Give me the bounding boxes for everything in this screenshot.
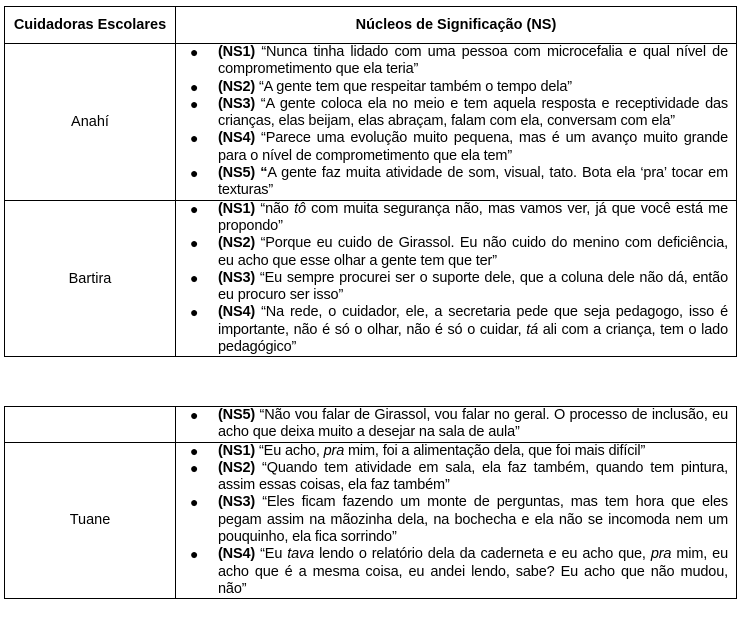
nucleus-code: (NS1) xyxy=(218,44,256,60)
nucleus-code: (NS4) xyxy=(218,304,256,321)
nuclei-cell xyxy=(176,407,737,443)
row-tuane xyxy=(5,442,737,599)
row-anahi xyxy=(5,44,737,201)
significance-nucleus-item xyxy=(176,407,728,442)
nucleus-quote: “Eles ficam fazendo um monte de perguntas, mas tem hora que eles pegam assim na mãozinha dela, na bochecha e ela não se incomoda nem um pouquinho, ela fica sorrindo” xyxy=(218,494,728,546)
significance-nucleus-item xyxy=(176,546,728,598)
significance-nucleus-item xyxy=(176,494,728,546)
bullet-icon: ● xyxy=(190,459,199,476)
header-nuclei: Núcleos de Significação (NS) xyxy=(176,7,737,44)
significance-nucleus-item xyxy=(176,79,728,96)
nuclei-cell xyxy=(176,200,737,357)
nuclei-list xyxy=(176,201,736,357)
nucleus-quote: “Na rede, o cuidador, ele, a secretaria pede que seja pedagogo, isso é importante, não é só o olhar, não é só o cuidar, tá ali com a criança, tem o lado pedagógico” xyxy=(218,304,728,356)
significance-nucleus-item xyxy=(176,235,728,270)
bullet-icon: ● xyxy=(190,407,199,423)
header-caregivers: Cuidadoras Escolares xyxy=(5,7,176,44)
significance-nucleus-item xyxy=(176,460,728,495)
nuclei-cell xyxy=(176,44,737,201)
bullet-icon: ● xyxy=(190,546,199,563)
nucleus-quote: “Eu tava lendo o relatório dela da caderneta e eu acho que, pra mim, eu acho que é a mesma coisa, eu andei lendo, sabe? Eu acho que não mudou, não” xyxy=(218,546,728,597)
bullet-icon: ● xyxy=(190,95,199,112)
nuclei-list xyxy=(176,44,736,200)
significance-nucleus-item xyxy=(176,201,728,236)
nuclei-list xyxy=(176,443,736,599)
nuclei-cell xyxy=(176,442,737,599)
nuclei-list xyxy=(176,407,736,442)
nucleus-quote: “Não vou falar de Girassol, vou falar no geral. O processo de inclusão, eu acho que deixa muito a desejar na sala de aula” xyxy=(218,407,728,441)
row-continuation xyxy=(5,407,737,443)
significance-nucleus-item xyxy=(176,443,728,460)
empty-cell xyxy=(5,407,176,443)
nucleus-code: (NS2) xyxy=(218,78,256,95)
header-row xyxy=(5,7,737,44)
nucleus-quote: “não tô com muita segurança não, mas vamos ver, já que você está me propondo” xyxy=(218,200,728,234)
nucleus-code: (NS4) xyxy=(218,130,256,147)
bullet-icon: ● xyxy=(190,130,199,147)
nucleus-quote: “Porque eu cuido de Girassol. Eu não cuido do menino com deficiência, eu acho que esse olhar a gente tem que ter” xyxy=(218,235,728,269)
nucleus-quote: “Parece uma evolução muito pequena, mas é um avanço muito grande para o nível de comprometimento que ela tem” xyxy=(218,130,728,164)
nucleus-quote: “Quando tem atividade em sala, ela faz também, quando tem pintura, assim essas coisas, ela faz também” xyxy=(218,459,728,494)
nucleus-code: (NS1) xyxy=(218,200,256,217)
nucleus-code: (NS3) xyxy=(218,269,256,286)
bullet-icon: ● xyxy=(190,494,199,511)
significance-nucleus-item xyxy=(176,130,728,165)
caregivers-table xyxy=(4,6,737,357)
caregiver-name: Anahí xyxy=(5,44,176,201)
nucleus-code: (NS4) xyxy=(218,546,256,563)
caregiver-name: Bartira xyxy=(5,200,176,357)
significance-nucleus-item xyxy=(176,165,728,200)
significance-nucleus-item xyxy=(176,44,728,79)
nucleus-code: (NS2) xyxy=(218,459,256,476)
nucleus-quote: “A gente tem que respeitar também o tempo dela” xyxy=(255,78,572,95)
caregivers-table-continued xyxy=(4,406,737,599)
caregiver-name: Tuane xyxy=(5,442,176,599)
nucleus-quote: “Eu acho, pra mim, foi a alimentação dela, que foi mais difícil” xyxy=(255,442,646,459)
nucleus-quote: “Nunca tinha lidado com uma pessoa com microcefalia e qual nível de comprometimento que ela teria” xyxy=(218,44,728,78)
bullet-icon: ● xyxy=(190,200,199,217)
nucleus-code: (NS5) “ xyxy=(218,165,268,182)
significance-nucleus-item xyxy=(176,96,728,131)
nucleus-code: (NS1) xyxy=(218,442,256,459)
bullet-icon: ● xyxy=(190,304,199,321)
nucleus-quote: “Eu sempre procurei ser o suporte dele, que a coluna dele não dá, então eu procuro ser isso” xyxy=(218,269,728,304)
bullet-icon: ● xyxy=(190,442,199,459)
bullet-icon: ● xyxy=(190,44,199,60)
row-bartira xyxy=(5,200,737,357)
nucleus-code: (NS2) xyxy=(218,235,256,252)
bullet-icon: ● xyxy=(190,78,199,95)
bullet-icon: ● xyxy=(190,165,199,182)
bullet-icon: ● xyxy=(190,235,199,252)
nucleus-quote: “A gente coloca ela no meio e tem aquela resposta e receptividade das crianças, elas beijam, elas abraçam, falam com ela, conversam com ela” xyxy=(218,95,728,130)
significance-nucleus-item xyxy=(176,304,728,356)
significance-nucleus-item xyxy=(176,270,728,305)
bullet-icon: ● xyxy=(190,269,199,286)
nucleus-quote: A gente faz muita atividade de som, visual, tato. Bota ela ‘pra’ tocar em texturas” xyxy=(218,165,729,199)
nucleus-code: (NS3) xyxy=(218,95,256,112)
nucleus-code: (NS3) xyxy=(218,494,256,511)
nucleus-code: (NS5) xyxy=(218,407,256,423)
